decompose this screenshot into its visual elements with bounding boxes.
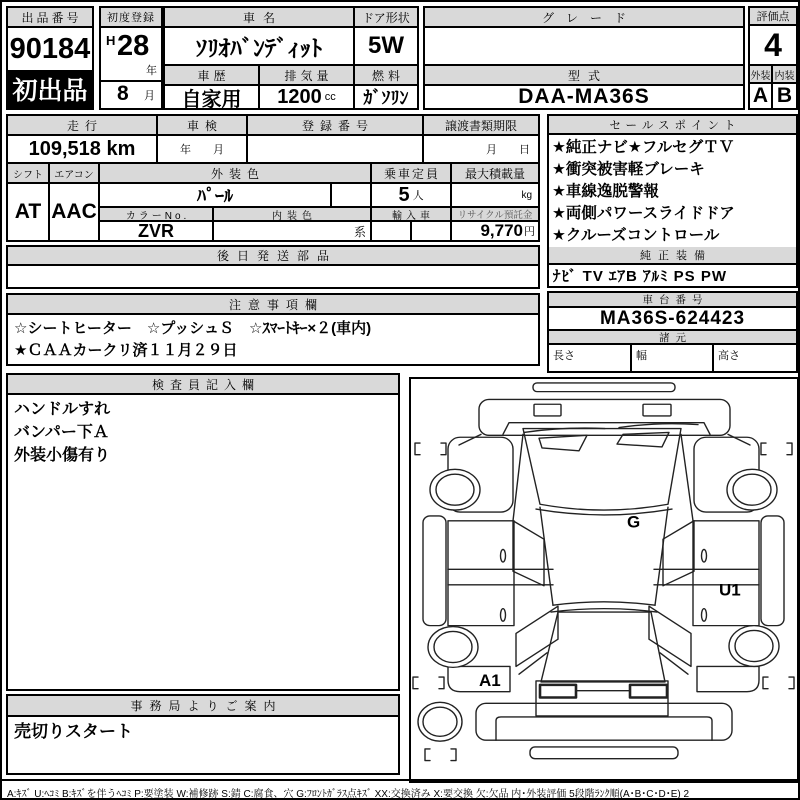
chassis-number-label: 車台番号: [549, 293, 796, 308]
registration-value: [248, 136, 424, 164]
wheel-front-right: [727, 469, 777, 510]
wheel-rear-left: [428, 627, 478, 668]
year-unit: 年: [146, 65, 157, 77]
recycle-deposit-label: リサイクル預託金: [452, 208, 538, 222]
front-corner-right: [728, 434, 750, 445]
import-label: 輸入車: [372, 208, 452, 222]
import-cell-1: [372, 222, 412, 240]
equipment-label: 純正装備: [549, 247, 796, 265]
transfer-docs-label: 譲渡書類期限: [424, 116, 538, 136]
roof-side-left: [540, 507, 553, 605]
rear-quarter-right: [697, 666, 759, 691]
fuel-value: ｶﾞｿﾘﾝ: [363, 88, 409, 108]
sales-point-line: ★純正ナビ★フルセグＴＶ: [552, 139, 735, 156]
a-pillar-right: [681, 434, 693, 520]
spec-table: [6, 114, 540, 242]
mileage-value: 109,518 km: [8, 136, 158, 164]
bracket-rear-right: [763, 677, 794, 689]
spare-tire: [418, 702, 462, 741]
grade-value: [425, 28, 743, 66]
sales-point-line: ★衝突被害軽ブレーキ: [552, 161, 705, 178]
side-sill-left: [423, 516, 446, 626]
pillar-band-front-right: [663, 521, 694, 586]
length-label: 長さ: [549, 345, 632, 371]
interior-grade: B: [776, 84, 793, 107]
rear-bumper-inner: [496, 717, 712, 740]
wiper-right: [619, 424, 698, 428]
dimensions-label: 諸元: [549, 331, 796, 345]
mirror-bracket-left: [415, 443, 446, 455]
front-bumper-strip: [533, 383, 675, 392]
inspector-notes-block: [6, 373, 400, 691]
note-line: ★ＣＡＡカークリ済１１月２９日: [14, 342, 238, 359]
sales-point-line: ★車線逸脱警報: [552, 183, 659, 200]
first-listing-badge: 初出品: [8, 70, 92, 108]
sales-points-label: セールスポイント: [549, 116, 796, 135]
lot-block: [6, 6, 94, 110]
chassis-block: [547, 291, 798, 373]
shift-label: シフト: [8, 164, 50, 184]
grade-label: グレード: [425, 8, 743, 28]
mileage-label: 走行: [8, 116, 158, 136]
pillar-band-front-left: [513, 521, 544, 586]
front-lamp-right: [643, 404, 671, 416]
later-parts-label: 後日発送部品: [8, 247, 538, 266]
door-handle: [501, 549, 506, 562]
score-block: [748, 6, 798, 110]
door-shape-label: ドア形状: [355, 8, 417, 28]
exterior-color-sub-cell: [332, 184, 372, 208]
history-value: 自家用: [165, 86, 260, 108]
mirror-bracket-right: [761, 443, 792, 455]
capacity-label: 乗車定員: [372, 164, 452, 184]
exterior-grade-label: 外装: [750, 66, 773, 84]
lot-number-label: 出品番号: [8, 8, 92, 28]
sales-point-line: ★クルーズコントロール: [552, 227, 720, 244]
color-no-label: カラーNo.: [100, 208, 214, 222]
damage-code-legend: A:ｷｽﾞ U:ﾍｺﾐ B:ｷｽﾞを伴うﾍｺﾐ P:要塗装 W:補修跡 S:錆 C:腐食、穴 G:ﾌﾛﾝﾄｶﾞﾗｽ点ｷｽﾞ XX:交換済み X:要交換 欠:欠品 内･外装評価 5段階ﾗﾝｸ順(A･B･C･D･E) 2: [2, 779, 798, 798]
side-sill-right: [761, 516, 784, 626]
tail-light-left: [540, 685, 576, 698]
office-notice-label: 事務局よりご案内: [8, 696, 398, 717]
capacity-value: 5: [398, 184, 410, 206]
later-parts-content: [8, 266, 538, 287]
exterior-grade: A: [750, 84, 773, 108]
office-notice-text: 売切りスタート: [14, 722, 133, 741]
interior-grade-label: 内装: [773, 66, 796, 84]
roof-side-right: [655, 507, 668, 605]
bracket-rear-left: [413, 677, 444, 689]
roof-rear-edge: [553, 602, 655, 605]
damage-mark-rear-door-right: U1: [719, 580, 741, 600]
damage-mark-windshield: G: [627, 512, 641, 532]
capacity-unit: 人: [412, 190, 424, 202]
ac-label: エアコン: [50, 164, 100, 184]
import-cell-2: [412, 222, 452, 240]
registration-label: 登録番号: [248, 116, 424, 136]
windshield: [523, 429, 681, 511]
displacement-unit: cc: [324, 91, 336, 103]
car-name: ｿﾘｵﾊﾞﾝﾃﾞｨｯﾄ: [165, 28, 355, 66]
front-corner-left: [459, 434, 481, 445]
displacement-value: 1200: [277, 86, 322, 108]
note-line: ☆シートヒーター ☆プッシュＳ ☆ｽﾏｰﾄｷｰ×２(車内): [14, 320, 372, 337]
car-diagram: [411, 379, 796, 780]
payload-label: 最大積載量: [452, 164, 538, 184]
spare-tire-inner: [423, 707, 457, 736]
inspector-notes-label: 検査員記入欄: [8, 375, 398, 395]
door-shape: 5W: [355, 28, 417, 66]
lot-number: 90184: [9, 32, 91, 65]
door-handle: [702, 549, 707, 562]
car-diagram-box: [409, 377, 799, 783]
model-label: 型式: [425, 66, 743, 86]
equipment-value: ﾅﾋﾞ TV ｴｱB ｱﾙﾐ PS PW: [553, 268, 728, 285]
era-prefix: H: [106, 33, 116, 48]
recycle-deposit-unit: 円: [524, 226, 535, 238]
office-notice-block: [6, 694, 400, 775]
sales-point-line: ★両側パワースライドドア: [552, 205, 735, 222]
interior-color-suffix: 系: [214, 222, 372, 240]
score-label: 評価点: [750, 8, 796, 26]
width-label: 幅: [632, 345, 714, 371]
recycle-deposit-amount: 9,770: [480, 222, 523, 240]
exterior-color-value: ﾊﾟｰﾙ: [100, 184, 332, 208]
displacement-label: 排気量: [260, 66, 355, 86]
shift-value: AT: [8, 184, 50, 240]
door-handle: [702, 609, 707, 622]
first-registration-year: 28: [117, 30, 150, 62]
fuel-label: 燃料: [355, 66, 417, 86]
inspection-month-unit: 月: [213, 144, 224, 156]
transfer-month-unit: 月: [486, 144, 497, 156]
wiper-sweep-right: [617, 432, 669, 447]
later-parts-block: [6, 245, 540, 289]
damage-mark-quarter-left: A1: [479, 671, 501, 690]
first-registration-label: 初度登録: [101, 8, 161, 28]
inspection-label: 車検: [158, 116, 248, 136]
height-label: 高さ: [718, 350, 740, 362]
front-lamp-left: [534, 404, 561, 416]
history-label: 車歴: [165, 66, 260, 86]
rear-bumper: [476, 703, 732, 740]
sales-points-block: [547, 114, 798, 288]
front-bumper: [479, 399, 730, 435]
notes-block: [6, 293, 540, 366]
inspector-line: バンパー下Ａ: [14, 424, 109, 441]
a-pillar-left: [513, 434, 523, 520]
rear-glass: [541, 612, 665, 682]
car-name-label: 車名: [165, 8, 355, 28]
first-registration-month: 8: [117, 82, 129, 105]
score-value: 4: [750, 26, 796, 66]
notes-label: 注意事項欄: [8, 295, 538, 315]
door-handle: [501, 609, 506, 622]
color-no-value: ZVR: [100, 222, 214, 240]
tail-light-right: [630, 685, 667, 698]
interior-color-label: 内装色: [214, 208, 372, 222]
chassis-number: MA36S-624423: [549, 308, 796, 331]
inspector-line: 外装小傷有り: [14, 447, 111, 464]
inspection-year-unit: 年: [180, 144, 191, 156]
car-name-block: [163, 6, 419, 110]
model-code: DAA-MA36S: [518, 86, 650, 108]
bracket-bottom-left: [425, 749, 456, 761]
payload-unit: kg: [452, 184, 538, 208]
ac-value: AAC: [50, 184, 100, 240]
wheel-front-left: [430, 469, 480, 510]
wiper-sweep-left: [539, 435, 587, 451]
rear-bumper-strip: [530, 747, 678, 759]
exterior-color-label: 外装色: [100, 164, 372, 184]
first-registration-block: [99, 6, 163, 110]
month-unit: 月: [144, 90, 155, 102]
transfer-day-unit: 日: [519, 144, 530, 156]
inspector-line: ハンドルすれ: [14, 401, 111, 418]
grade-block: [423, 6, 745, 110]
wheel-rear-right: [729, 626, 779, 667]
